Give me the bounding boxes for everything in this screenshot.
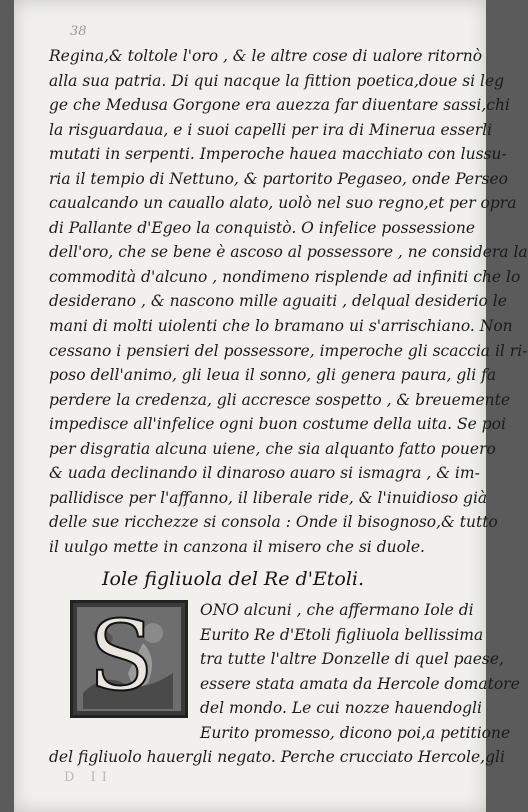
bleed-through-text: D II (64, 770, 113, 785)
text-line: di Pallante d'Egeo la conquistò. O infelice possessione (49, 218, 476, 237)
text-line: la risguardaua, e i suoi capelli per ira di Minerua esserli (49, 120, 493, 139)
text-line: mani di molti uiolenti che lo bramano ui s'arrischiano. Non (49, 317, 513, 336)
text-line: essere stata amata da Hercole domatore (200, 674, 520, 693)
text-line: tra tutte l'altre Donzelle di quel paese, (200, 650, 504, 669)
text-line: mutati in serpenti. Imperoche hauea macchiato con lussu- (49, 145, 507, 164)
side-text-block (200, 598, 520, 745)
woodcut-illustration (73, 600, 185, 715)
text-line: caualcando un cauallo alato, uolò nel suo regno,et per opra (49, 194, 517, 213)
text-line: cessano i pensieri del possessore, imperoche gli scaccia il ri- (49, 341, 528, 360)
text-line: Eurito Re d'Etoli figliuola bellissima (200, 625, 484, 644)
section-heading: Iole figliuola del Re d'Etoli. (102, 568, 365, 590)
bottom-text-block (49, 745, 505, 770)
text-line: Regina,& toltole l'oro , & le altre cose di ualore ritornò (49, 47, 483, 65)
main-text-block (49, 44, 528, 559)
decorated-initial (70, 600, 188, 718)
text-line: ONO alcuni , che affermano Iole di (200, 601, 474, 619)
text-line: del mondo. Le cui nozze hauendogli (200, 699, 482, 718)
text-line: impedisce all'infelice ogni buon costume della uita. Se poi (49, 415, 506, 434)
text-line: ge che Medusa Gorgone era auezza far diuentare sassi,chi (49, 96, 510, 115)
text-line: del figliuolo hauergli negato. Perche crucciato Hercole,gli (49, 748, 505, 766)
text-line: pallidisce per l'affanno, il liberale ride, & l'inuidioso già (49, 488, 488, 507)
text-line: commodità d'alcuno , nondimeno risplende ad infiniti che lo (49, 267, 521, 286)
text-line: il uulgo mette in canzona il misero che si duole. (49, 537, 425, 556)
text-line: Eurito promesso, dicono poi,a petitione (200, 723, 511, 742)
text-line: ria il tempio di Nettuno, & partorito Pegaseo, onde Perseo (49, 169, 508, 188)
text-line: per disgratia alcuna uiene, che sia alquanto fatto pouero (49, 439, 496, 458)
text-line: desiderano , & nascono mille aguaiti , delqual desiderio le (49, 292, 507, 311)
text-line: perdere la credenza, gli accresce sospetto , & breuemente (49, 390, 511, 409)
text-line: delle sue ricchezze si consola : Onde il bisognoso,& tutto (49, 513, 498, 532)
text-line: dell'oro, che se bene è ascoso al possessore , ne considera la (49, 243, 528, 262)
initial-letter: S (88, 600, 154, 712)
text-line: poso dell'animo, gli leua il sonno, gli genera paura, gli fa (49, 366, 497, 385)
page-number: 38 (70, 24, 87, 39)
book-page (14, 0, 528, 812)
text-line: alla sua patria. Di qui nacque la fittion poetica,doue si leg (49, 71, 505, 90)
text-line: & uada declinando il dinaroso auaro si ismagra , & im- (49, 464, 480, 483)
